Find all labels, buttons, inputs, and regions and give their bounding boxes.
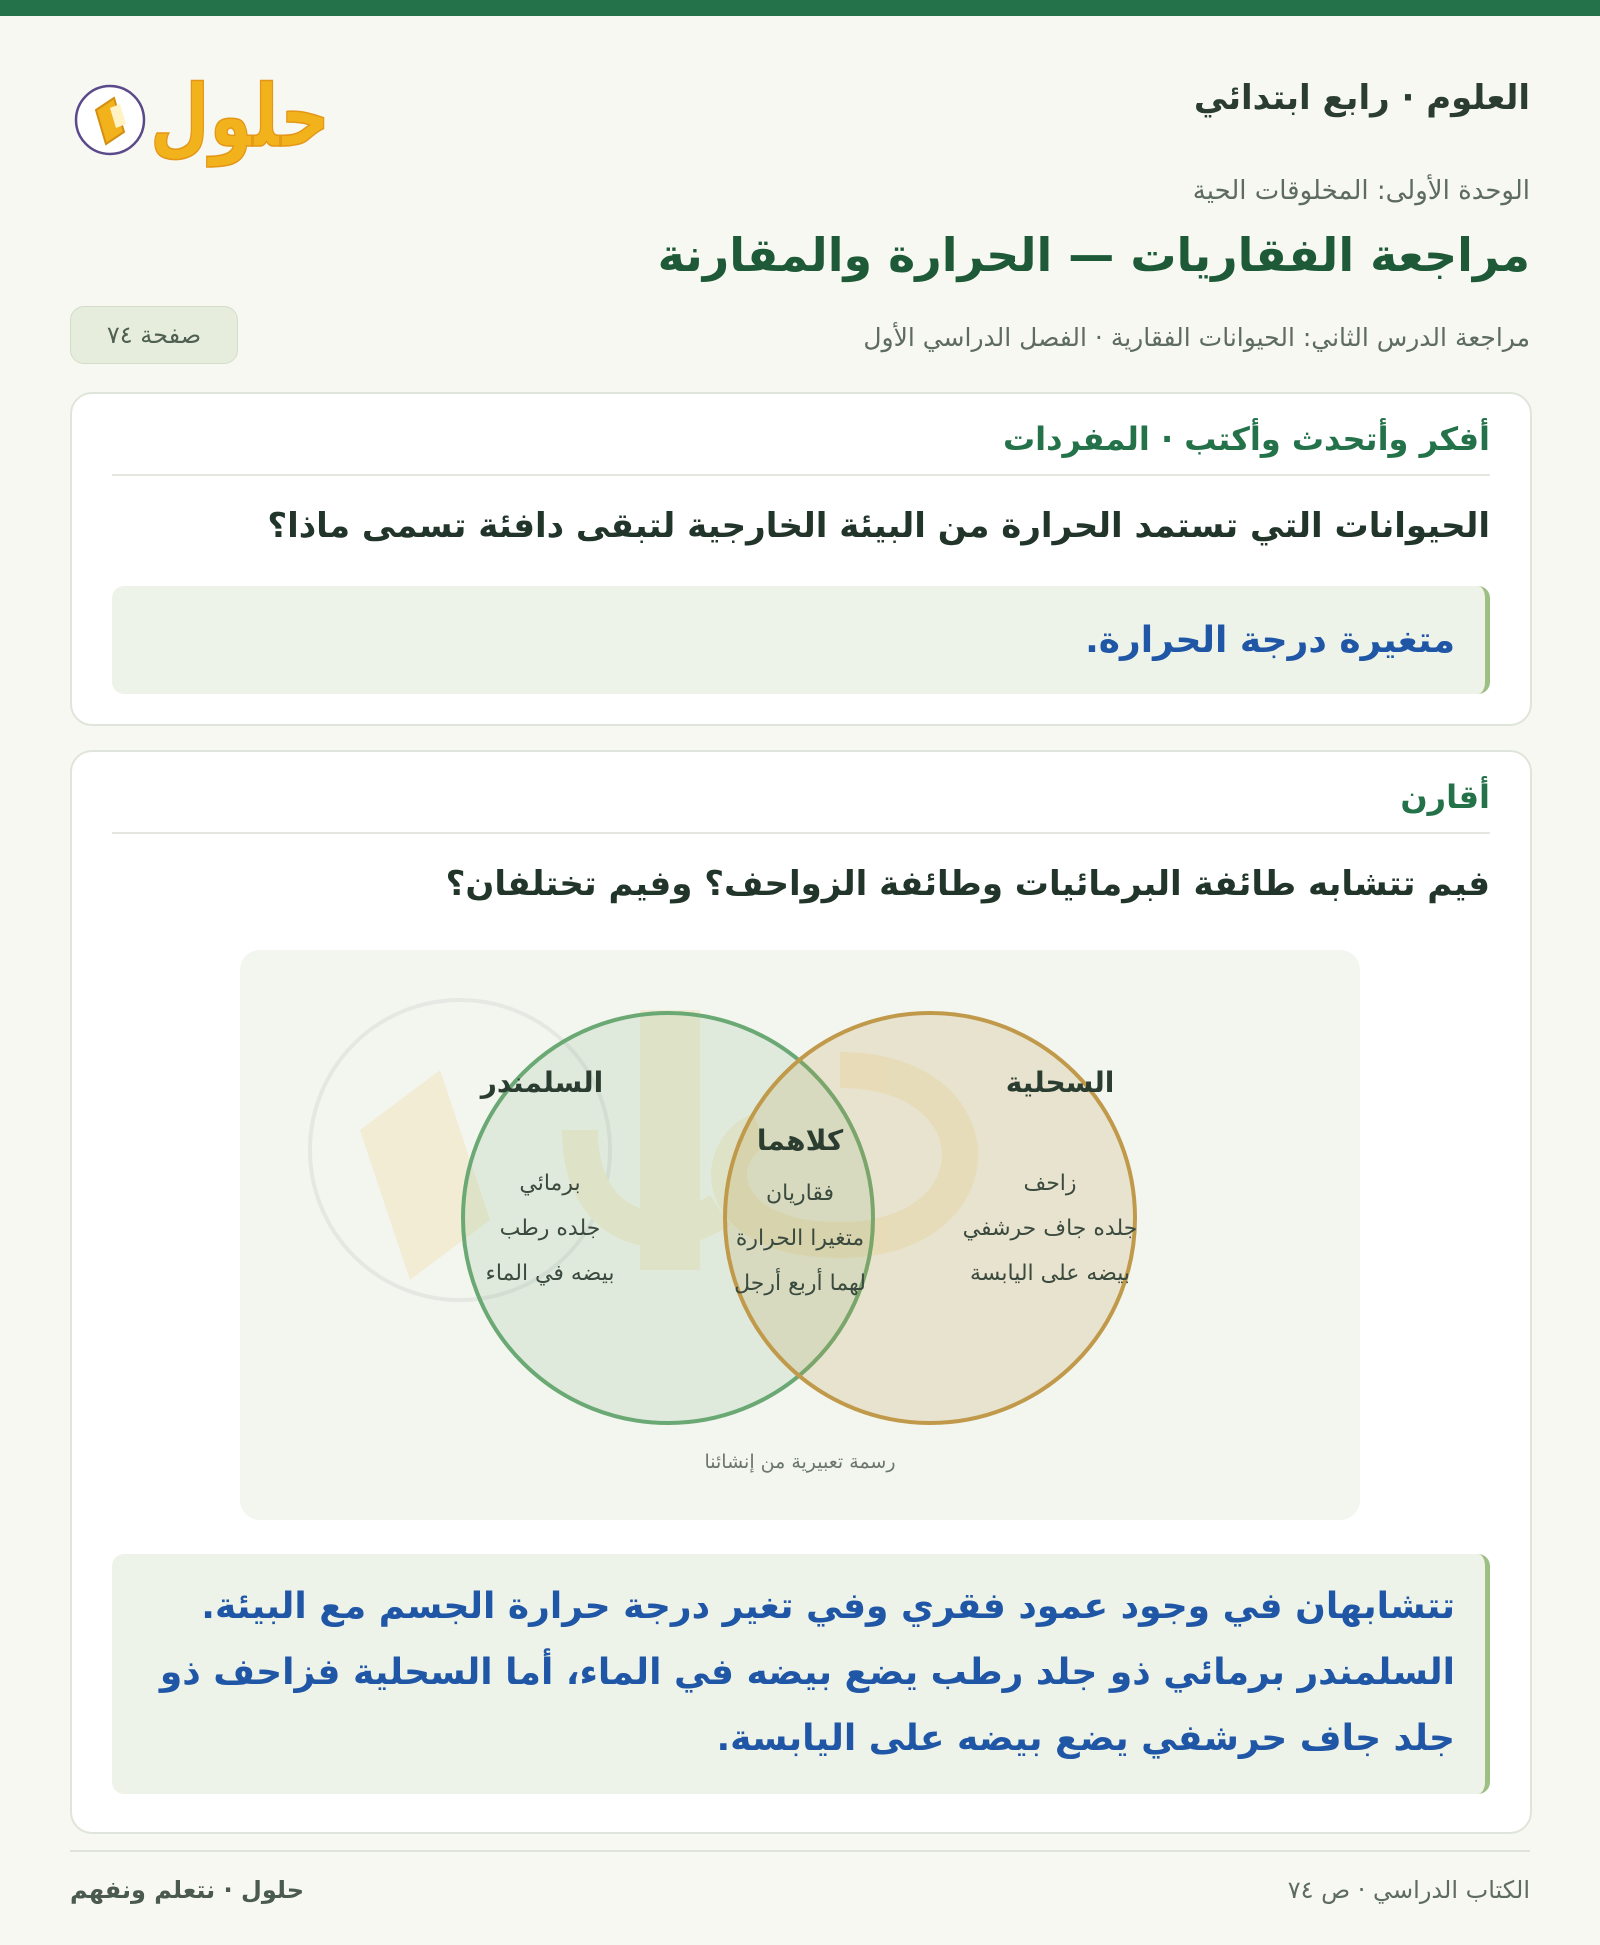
compare-card (70, 750, 1532, 1834)
vocabulary-question: الحيوانات التي تستمد الحرارة من البيئة الخارجية لتبقى دافئة تسمى ماذا؟ (267, 506, 1490, 546)
page (70, 16, 1530, 1759)
venn-right-item: جلده جاف حرشفي (962, 1216, 1138, 1241)
footer-brand: حلول · نتعلم ونفهم (70, 1876, 304, 1904)
logo-wordmark: حلول (150, 67, 330, 167)
vocabulary-heading: أفكر وأتحدث وأكتب · المفردات (112, 420, 1490, 476)
compare-answer-line: جلد جاف حرشفي يضع بيضه على اليابسة. (716, 1718, 1455, 1759)
venn-middle-title: كلاهما (756, 1124, 844, 1157)
venn-svg (240, 950, 1360, 1520)
venn-left-item: برمائي (519, 1171, 581, 1196)
venn-left-item: بيضه في الماء (485, 1261, 615, 1286)
footer-divider (70, 1850, 1530, 1852)
header (70, 16, 1530, 167)
page-badge: صفحة ٧٤ (70, 306, 238, 364)
vocabulary-card (70, 392, 1532, 726)
venn-caption: رسمة تعبيرية من إنشائنا (704, 1451, 896, 1473)
compare-answer-line: السلمندر برمائي ذو جلد رطب يضع بيضه في الماء، أما السحلية فزاحف ذو (159, 1652, 1455, 1693)
compare-answer-line: تتشابهان في وجود عمود فقري وفي تغير درجة حرارة الجسم مع البيئة. (201, 1586, 1455, 1627)
lesson-subtitle: مراجعة الدرس الثاني: الحيوانات الفقارية · الفصل الدراسي الأول (863, 323, 1530, 352)
venn-middle-item: فقاريان (766, 1181, 834, 1206)
venn-right-title: السحلية (1005, 1066, 1115, 1099)
top-accent-bar (0, 0, 1600, 16)
hulul-logo (70, 46, 340, 176)
page-title: مراجعة الفقاريات — الحرارة والمقارنة (657, 228, 1530, 282)
venn-right-item: بيضه على اليابسة (969, 1261, 1131, 1286)
venn-left-item: جلده رطب (499, 1216, 601, 1241)
venn-middle-item: متغيرا الحرارة (735, 1226, 865, 1251)
venn-left-title: السلمندر (480, 1066, 604, 1099)
venn-middle-item: لهما أربع أرجل (734, 1271, 866, 1296)
subject-title: العلوم · رابع ابتدائي (1193, 78, 1530, 118)
compare-answer (112, 1554, 1490, 1794)
venn-diagram (240, 950, 1360, 1520)
footer-book-ref: الكتاب الدراسي · ص ٧٤ (1287, 1876, 1530, 1904)
vocabulary-answer-text: متغيرة درجة الحرارة. (1085, 619, 1455, 661)
compare-question: فيم تتشابه طائفة البرمائيات وطائفة الزواحف؟ وفيم تختلفان؟ (445, 864, 1490, 904)
venn-right-item: زاحف (1023, 1171, 1077, 1196)
compare-heading: أقارن (112, 778, 1490, 834)
vocabulary-answer (112, 586, 1490, 694)
unit-label: الوحدة الأولى: المخلوقات الحية (1192, 176, 1530, 206)
